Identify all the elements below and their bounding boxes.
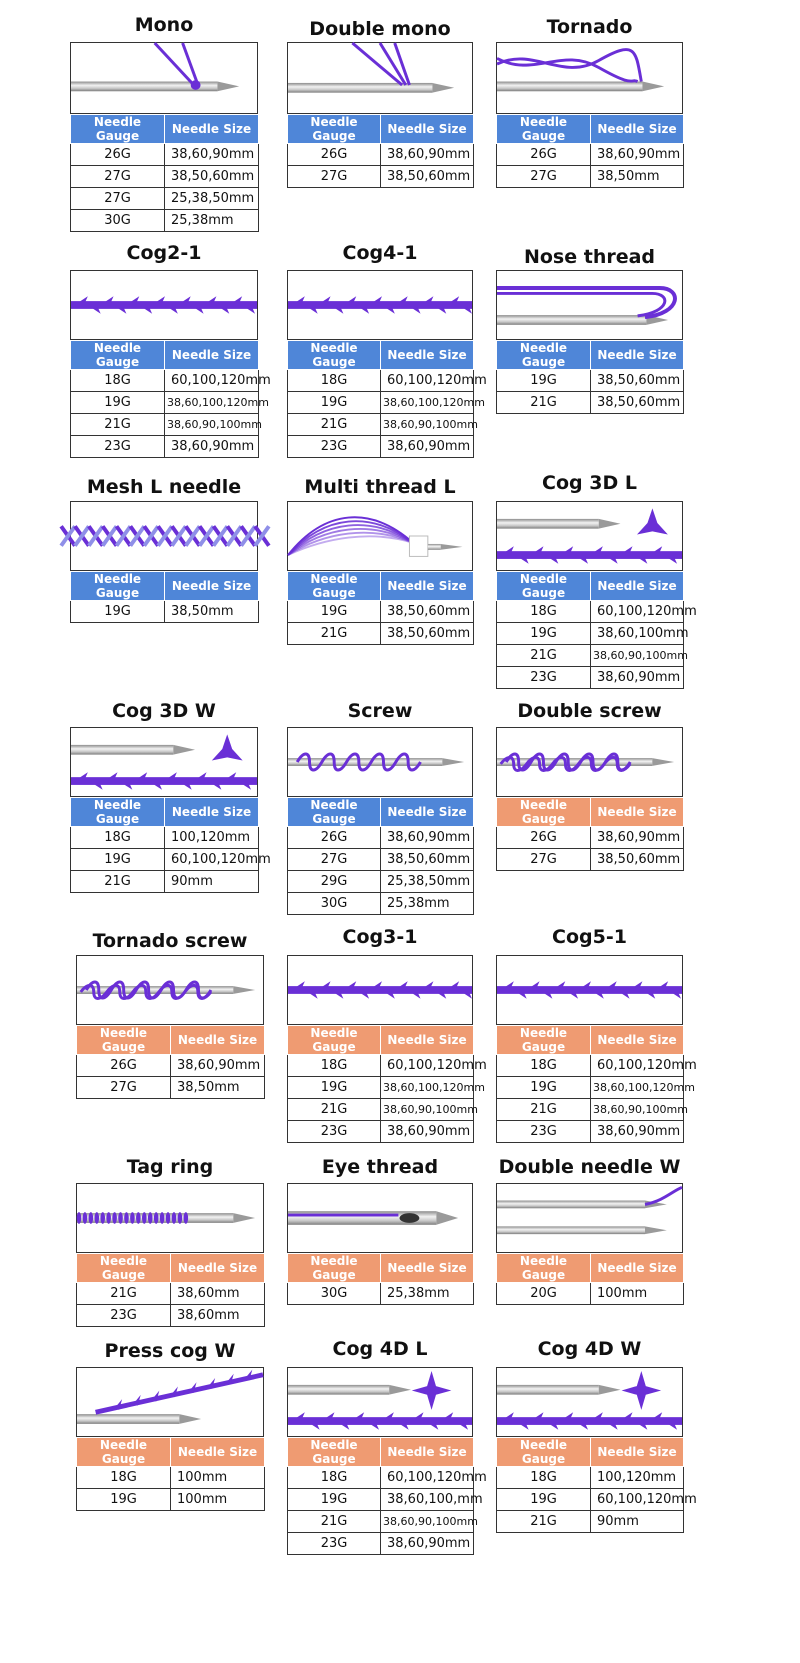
- gauge-cell: 19G: [497, 1489, 591, 1511]
- table-row: [497, 1511, 684, 1533]
- table-row: [497, 370, 684, 392]
- gauge-cell: 19G: [288, 392, 381, 414]
- size-cell: 38,60,90mm: [171, 1055, 265, 1077]
- table-row: [71, 601, 259, 623]
- table-row: [288, 436, 474, 458]
- size-cell: 38,60,90mm: [591, 144, 684, 166]
- gauge-cell: 27G: [77, 1077, 171, 1099]
- size-cell: 38,60,90mm: [381, 144, 474, 166]
- table-row: [288, 827, 474, 849]
- size-cell: 38,60,90mm: [165, 144, 259, 166]
- table-row: [497, 645, 684, 667]
- size-cell: 25,38mm: [381, 893, 474, 915]
- gauge-cell: 26G: [288, 144, 381, 166]
- spec-table: [70, 797, 271, 893]
- header-needle-gauge: Needle Gauge: [497, 115, 591, 144]
- table-header-row: [71, 115, 259, 144]
- table-header-row: [71, 341, 259, 370]
- gauge-cell: 21G: [288, 623, 381, 645]
- cog-3d-needle-image: [496, 501, 683, 571]
- header-needle-size: Needle Size: [591, 115, 684, 144]
- header-needle-size: Needle Size: [591, 1438, 684, 1467]
- gauge-cell: 18G: [497, 601, 591, 623]
- table-row: [288, 1055, 474, 1077]
- table-row: [497, 827, 684, 849]
- gauge-cell: 21G: [288, 1099, 381, 1121]
- product-title: Cog 4D L: [332, 1338, 428, 1360]
- table-row: [77, 1077, 265, 1099]
- gauge-cell: 30G: [288, 893, 381, 915]
- cog-3d-w-needle-image: [70, 727, 258, 797]
- table-row: [77, 1467, 265, 1489]
- header-needle-size: Needle Size: [171, 1254, 265, 1283]
- header-needle-size: Needle Size: [171, 1026, 265, 1055]
- table-row: [497, 1055, 684, 1077]
- size-cell: 38,60,100mm: [591, 623, 684, 645]
- product-title: Mesh L needle: [86, 476, 242, 498]
- table-row: [71, 827, 259, 849]
- size-cell: 38,60,90mm: [381, 436, 474, 458]
- size-cell: 25,38,50mm: [165, 188, 259, 210]
- gauge-cell: 18G: [288, 1467, 381, 1489]
- multi-thread-needle-image: [287, 501, 473, 571]
- size-cell: 38,60,90,100mm: [381, 1511, 474, 1533]
- gauge-cell: 29G: [288, 871, 381, 893]
- table-row: [71, 436, 259, 458]
- gauge-cell: 30G: [288, 1283, 381, 1305]
- gauge-cell: 23G: [71, 436, 165, 458]
- table-row: [288, 871, 474, 893]
- gauge-cell: 23G: [497, 1121, 591, 1143]
- spec-table: [70, 571, 259, 623]
- mono-thread-needle-image: [70, 42, 258, 114]
- table-header-row: [497, 1026, 684, 1055]
- gauge-cell: 18G: [288, 370, 381, 392]
- size-cell: 38,60,90,100mm: [591, 1099, 684, 1121]
- size-cell: 38,50,60mm: [381, 166, 474, 188]
- table-row: [288, 1511, 474, 1533]
- screw-thread-needle-image: [287, 727, 473, 797]
- gauge-cell: 26G: [71, 144, 165, 166]
- nose-thread-needle-image: [496, 270, 683, 340]
- size-cell: 100mm: [171, 1489, 265, 1511]
- gauge-cell: 27G: [288, 849, 381, 871]
- size-cell: 38,60,90mm: [381, 827, 474, 849]
- size-cell: 38,60,90,100mm: [591, 645, 684, 667]
- header-needle-gauge: Needle Gauge: [288, 115, 381, 144]
- header-needle-gauge: Needle Gauge: [288, 1254, 381, 1283]
- table-row: [497, 392, 684, 414]
- size-cell: 38,50,60mm: [381, 849, 474, 871]
- gauge-cell: 19G: [288, 1077, 381, 1099]
- table-row: [77, 1305, 265, 1327]
- table-row: [288, 414, 474, 436]
- gauge-cell: 21G: [497, 1511, 591, 1533]
- gauge-cell: 27G: [497, 166, 591, 188]
- header-needle-gauge: Needle Gauge: [497, 1026, 591, 1055]
- spec-table: [496, 571, 697, 689]
- table-row: [71, 188, 259, 210]
- tornado-thread-needle-image: [496, 42, 683, 114]
- spec-table: [287, 571, 474, 645]
- spec-table: [287, 797, 474, 915]
- table-row: [497, 1099, 684, 1121]
- table-header-row: [288, 341, 474, 370]
- header-needle-size: Needle Size: [381, 341, 474, 370]
- size-cell: 38,60,90,100mm: [381, 1099, 474, 1121]
- tag-ring-needle-image: [76, 1183, 264, 1253]
- gauge-cell: 23G: [497, 667, 591, 689]
- header-needle-size: Needle Size: [165, 572, 259, 601]
- size-cell: 38,60,100,120mm: [381, 1077, 474, 1099]
- product-title: Eye thread: [321, 1156, 439, 1178]
- size-cell: 38,50mm: [165, 601, 259, 623]
- product-title: Double mono: [309, 18, 451, 40]
- cog-thread-image: [287, 270, 473, 340]
- size-cell: 38,60,100,120mm: [381, 392, 474, 414]
- table-header-row: [77, 1438, 265, 1467]
- table-row: [288, 849, 474, 871]
- size-cell: 38,60,90mm: [591, 827, 684, 849]
- gauge-cell: 23G: [77, 1305, 171, 1327]
- table-header-row: [288, 1438, 474, 1467]
- table-header-row: [497, 572, 684, 601]
- spec-table: [76, 1437, 265, 1511]
- product-title: Multi thread L: [304, 476, 456, 498]
- gauge-cell: 19G: [71, 392, 165, 414]
- header-needle-gauge: Needle Gauge: [497, 1438, 591, 1467]
- gauge-cell: 21G: [497, 645, 591, 667]
- table-row: [497, 1121, 684, 1143]
- tornado-screw-needle-image: [76, 955, 264, 1025]
- size-cell: 60,100,120mm: [165, 370, 259, 392]
- gauge-cell: 18G: [497, 1467, 591, 1489]
- header-needle-gauge: Needle Gauge: [288, 798, 381, 827]
- table-row: [77, 1489, 265, 1511]
- header-needle-size: Needle Size: [165, 115, 259, 144]
- gauge-cell: 23G: [288, 436, 381, 458]
- gauge-cell: 27G: [71, 188, 165, 210]
- table-row: [497, 144, 684, 166]
- size-cell: 60,100,120mm: [165, 849, 259, 871]
- product-title: Tag ring: [126, 1156, 214, 1178]
- spec-table: [496, 797, 684, 871]
- table-row: [497, 166, 684, 188]
- size-cell: 90mm: [165, 871, 259, 893]
- table-header-row: [497, 798, 684, 827]
- table-row: [288, 1489, 474, 1511]
- header-needle-size: Needle Size: [165, 341, 259, 370]
- size-cell: 60,100,120mm: [381, 370, 474, 392]
- gauge-cell: 19G: [77, 1489, 171, 1511]
- table-row: [288, 144, 474, 166]
- cog-thread-image: [496, 955, 683, 1025]
- table-header-row: [288, 115, 474, 144]
- header-needle-size: Needle Size: [591, 341, 684, 370]
- size-cell: 25,38mm: [381, 1283, 474, 1305]
- gauge-cell: 19G: [288, 1489, 381, 1511]
- size-cell: 60,100,120mm: [591, 601, 684, 623]
- table-row: [71, 871, 259, 893]
- table-row: [497, 1283, 684, 1305]
- table-row: [497, 1077, 684, 1099]
- header-needle-size: Needle Size: [381, 1026, 474, 1055]
- spec-table: [496, 1025, 697, 1143]
- table-header-row: [77, 1026, 265, 1055]
- gauge-cell: 21G: [71, 414, 165, 436]
- size-cell: 100,120mm: [591, 1467, 684, 1489]
- header-needle-size: Needle Size: [171, 1438, 265, 1467]
- size-cell: 60,100,120mm: [591, 1055, 684, 1077]
- table-row: [71, 370, 259, 392]
- gauge-cell: 19G: [497, 623, 591, 645]
- table-row: [497, 1467, 684, 1489]
- size-cell: 38,60,90,100mm: [381, 414, 474, 436]
- size-cell: 38,60,90mm: [381, 1121, 474, 1143]
- spec-table: [496, 340, 684, 414]
- gauge-cell: 26G: [288, 827, 381, 849]
- size-cell: 38,50mm: [171, 1077, 265, 1099]
- table-header-row: [497, 115, 684, 144]
- cog-4d-needle-image: [287, 1367, 473, 1437]
- table-row: [497, 667, 684, 689]
- size-cell: 38,50,60mm: [381, 623, 474, 645]
- cog-thread-image: [287, 955, 473, 1025]
- size-cell: 25,38,50mm: [381, 871, 474, 893]
- size-cell: 60,100,120mm: [381, 1055, 474, 1077]
- table-row: [288, 370, 474, 392]
- size-cell: 38,60,90mm: [591, 1121, 684, 1143]
- header-needle-size: Needle Size: [591, 572, 684, 601]
- header-needle-gauge: Needle Gauge: [288, 341, 381, 370]
- table-row: [288, 1467, 474, 1489]
- product-title: Cog5-1: [552, 926, 627, 948]
- header-needle-gauge: Needle Gauge: [71, 341, 165, 370]
- table-row: [288, 893, 474, 915]
- gauge-cell: 20G: [497, 1283, 591, 1305]
- gauge-cell: 27G: [497, 849, 591, 871]
- header-needle-gauge: Needle Gauge: [288, 1026, 381, 1055]
- header-needle-gauge: Needle Gauge: [497, 1254, 591, 1283]
- size-cell: 38,60,100,mm: [381, 1489, 474, 1511]
- table-row: [497, 849, 684, 871]
- spec-table: [76, 1253, 265, 1327]
- table-header-row: [77, 1254, 265, 1283]
- table-header-row: [497, 341, 684, 370]
- gauge-cell: 18G: [497, 1055, 591, 1077]
- gauge-cell: 19G: [71, 601, 165, 623]
- table-header-row: [71, 572, 259, 601]
- product-title: Cog4-1: [342, 242, 418, 264]
- table-row: [288, 392, 474, 414]
- size-cell: 38,60,100,120mm: [591, 1077, 684, 1099]
- eye-thread-needle-image: [287, 1183, 473, 1253]
- header-needle-size: Needle Size: [381, 1438, 474, 1467]
- product-title: Double screw: [517, 700, 662, 722]
- table-header-row: [288, 798, 474, 827]
- gauge-cell: 21G: [77, 1283, 171, 1305]
- table-header-row: [288, 1026, 474, 1055]
- spec-table: [287, 340, 487, 458]
- table-header-row: [288, 572, 474, 601]
- product-title: Double needle W: [498, 1156, 681, 1178]
- gauge-cell: 21G: [497, 392, 591, 414]
- size-cell: 38,60,90mm: [591, 667, 684, 689]
- product-title: Cog 4D W: [537, 1338, 642, 1360]
- press-cog-needle-image: [76, 1367, 264, 1437]
- size-cell: 38,50,60mm: [591, 392, 684, 414]
- gauge-cell: 26G: [497, 144, 591, 166]
- size-cell: 100mm: [591, 1283, 684, 1305]
- table-row: [288, 1121, 474, 1143]
- size-cell: 25,38mm: [165, 210, 259, 232]
- gauge-cell: 21G: [288, 414, 381, 436]
- spec-table: [70, 340, 271, 458]
- size-cell: 100mm: [171, 1467, 265, 1489]
- size-cell: 38,60,100,120mm: [165, 392, 259, 414]
- header-needle-size: Needle Size: [381, 572, 474, 601]
- header-needle-gauge: Needle Gauge: [288, 572, 381, 601]
- header-needle-gauge: Needle Gauge: [71, 115, 165, 144]
- gauge-cell: 23G: [288, 1533, 381, 1555]
- double-screw-needle-image: [496, 727, 683, 797]
- spec-table: [76, 1025, 265, 1099]
- double-needle-image: [496, 1183, 683, 1253]
- gauge-cell: 19G: [497, 370, 591, 392]
- size-cell: 38,60,90mm: [381, 1533, 474, 1555]
- header-needle-size: Needle Size: [591, 1026, 684, 1055]
- header-needle-gauge: Needle Gauge: [77, 1438, 171, 1467]
- table-row: [497, 623, 684, 645]
- spec-table: [287, 1253, 474, 1305]
- mesh-thread-image: [70, 501, 258, 571]
- header-needle-size: Needle Size: [381, 1254, 474, 1283]
- size-cell: 60,100,120mm: [591, 1489, 684, 1511]
- size-cell: 38,50,60mm: [165, 166, 259, 188]
- product-title: Press cog W: [104, 1340, 236, 1362]
- product-title: Cog3-1: [342, 926, 418, 948]
- table-row: [288, 1283, 474, 1305]
- product-title: Cog 3D L: [542, 472, 637, 494]
- cog-thread-image: [70, 270, 258, 340]
- spec-table: [496, 114, 684, 188]
- table-row: [288, 1077, 474, 1099]
- table-header-row: [288, 1254, 474, 1283]
- product-title: Nose thread: [523, 246, 656, 268]
- header-needle-size: Needle Size: [381, 115, 474, 144]
- gauge-cell: 30G: [71, 210, 165, 232]
- header-needle-gauge: Needle Gauge: [77, 1254, 171, 1283]
- header-needle-gauge: Needle Gauge: [288, 1438, 381, 1467]
- gauge-cell: 19G: [71, 849, 165, 871]
- table-row: [71, 392, 259, 414]
- table-row: [71, 849, 259, 871]
- product-title: Tornado: [546, 16, 633, 38]
- double-mono-thread-needle-image: [287, 42, 473, 114]
- product-title: Screw: [347, 700, 413, 722]
- gauge-cell: 21G: [71, 871, 165, 893]
- spec-table: [70, 114, 259, 232]
- size-cell: 38,60mm: [171, 1305, 265, 1327]
- size-cell: 38,60,90mm: [165, 436, 259, 458]
- table-header-row: [497, 1254, 684, 1283]
- size-cell: 100,120mm: [165, 827, 259, 849]
- size-cell: 38,60,90,100mm: [165, 414, 259, 436]
- spec-table: [496, 1437, 697, 1533]
- gauge-cell: 26G: [77, 1055, 171, 1077]
- table-row: [71, 210, 259, 232]
- size-cell: 38,50,60mm: [381, 601, 474, 623]
- gauge-cell: 23G: [288, 1121, 381, 1143]
- gauge-cell: 26G: [497, 827, 591, 849]
- cog-4d-w-needle-image: [496, 1367, 683, 1437]
- table-row: [288, 623, 474, 645]
- gauge-cell: 19G: [497, 1077, 591, 1099]
- table-row: [71, 144, 259, 166]
- gauge-cell: 27G: [288, 166, 381, 188]
- product-title: Mono: [134, 14, 194, 36]
- header-needle-size: Needle Size: [381, 798, 474, 827]
- size-cell: 38,50,60mm: [591, 849, 684, 871]
- gauge-cell: 18G: [77, 1467, 171, 1489]
- table-row: [497, 601, 684, 623]
- size-cell: 38,50,60mm: [591, 370, 684, 392]
- table-row: [288, 1533, 474, 1555]
- gauge-cell: 21G: [497, 1099, 591, 1121]
- table-header-row: [71, 798, 259, 827]
- header-needle-gauge: Needle Gauge: [71, 798, 165, 827]
- size-cell: 60,100,120mm: [381, 1467, 474, 1489]
- header-needle-size: Needle Size: [591, 1254, 684, 1283]
- gauge-cell: 21G: [288, 1511, 381, 1533]
- gauge-cell: 18G: [71, 827, 165, 849]
- table-row: [288, 601, 474, 623]
- size-cell: 90mm: [591, 1511, 684, 1533]
- spec-table: [287, 114, 474, 188]
- gauge-cell: 18G: [288, 1055, 381, 1077]
- header-needle-gauge: Needle Gauge: [497, 798, 591, 827]
- table-row: [77, 1055, 265, 1077]
- spec-table: [496, 1253, 684, 1305]
- table-row: [288, 166, 474, 188]
- gauge-cell: 19G: [288, 601, 381, 623]
- gauge-cell: 27G: [71, 166, 165, 188]
- table-row: [288, 1099, 474, 1121]
- product-title: Tornado screw: [92, 930, 248, 952]
- size-cell: 38,50mm: [591, 166, 684, 188]
- header-needle-size: Needle Size: [165, 798, 259, 827]
- header-needle-gauge: Needle Gauge: [77, 1026, 171, 1055]
- header-needle-gauge: Needle Gauge: [71, 572, 165, 601]
- header-needle-gauge: Needle Gauge: [497, 572, 591, 601]
- table-header-row: [497, 1438, 684, 1467]
- spec-table: [287, 1025, 487, 1143]
- product-title: Cog2-1: [126, 242, 202, 264]
- table-row: [71, 166, 259, 188]
- header-needle-size: Needle Size: [591, 798, 684, 827]
- table-row: [497, 1489, 684, 1511]
- spec-table: [287, 1437, 487, 1555]
- table-row: [77, 1283, 265, 1305]
- table-row: [71, 414, 259, 436]
- header-needle-gauge: Needle Gauge: [497, 341, 591, 370]
- size-cell: 38,60mm: [171, 1283, 265, 1305]
- gauge-cell: 18G: [71, 370, 165, 392]
- product-title: Cog 3D W: [112, 700, 216, 722]
